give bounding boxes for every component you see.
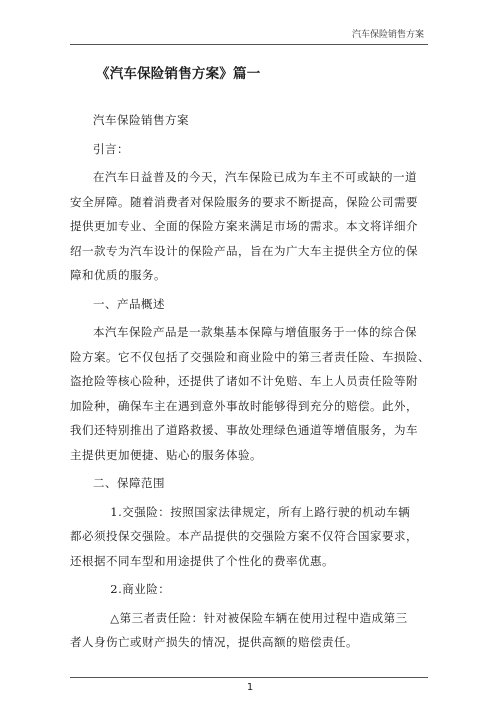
footer-rule — [70, 677, 428, 678]
section-heading-coverage: 二、保障范围 — [93, 476, 165, 490]
coverage-item-2-heading: 2.商业险： — [110, 582, 171, 596]
paragraph-line: 主提供更加便捷、贴心的服务体验。 — [70, 447, 262, 462]
paragraph-line: 障和优质的服务。 — [70, 268, 166, 282]
paragraph-line: 还根据不同车型和用途提供了个性化的费率优惠。 — [70, 553, 334, 568]
paragraph-line: 安全屏障。随着消费者对保险服务的要求不断提高，保险公司需要 — [70, 194, 418, 209]
document-body — [70, 64, 440, 659]
paragraph-line: 盗抢险等核心险种，还提供了诸如不计免赔、车上人员责任险等附 — [70, 374, 418, 388]
paragraph-line: 1.交强险：按照国家法律规定，所有上路行驶的机动车辆 — [110, 504, 411, 519]
page-header: 汽车保险销售方案 — [351, 30, 424, 40]
paragraph-line: 本汽车保险产品是一款集基本保障与增值服务于一体的综合保 — [93, 325, 417, 339]
paragraph-line: 提供更加专业、全面的保险方案来满足市场的需求。本文将详细介 — [70, 219, 418, 233]
header-rule — [70, 44, 428, 45]
paragraph-line: 都必须投保交强险。本产品提供的交强险方案不仅符合国家要求， — [70, 529, 418, 543]
coverage-item-1 — [70, 500, 440, 574]
coverage-item-2-sub — [70, 606, 440, 655]
paragraph-line: 者人身伤亡或财产损失的情况，提供高额的赔偿责任。 — [70, 635, 358, 649]
intro-label: 引言： — [93, 141, 129, 156]
paragraph-line: 在汽车日益普及的今天，汽车保险已成为车主不可或缺的一道 — [93, 170, 417, 184]
paragraph-line: 我们还特别推出了道路救援、事故处理绿色通道等增值服务，为车 — [70, 423, 418, 437]
overview-paragraph — [70, 320, 440, 467]
page-number: 1 — [246, 682, 254, 693]
paragraph-line: 险方案。它不仅包括了交强险和商业险中的第三者责任险、车损险、 — [70, 349, 430, 364]
paragraph-line: 加险种，确保车主在遇到意外事故时能够得到充分的赔偿。此外， — [70, 398, 418, 413]
document-subtitle: 汽车保险销售方案 — [93, 113, 189, 127]
document-title: 《汽车保险销售方案》篇一 — [96, 66, 261, 82]
paragraph-line: 绍一款专为汽车设计的保险产品，旨在为广大车主提供全方位的保 — [70, 243, 418, 258]
paragraph-line: △第三者责任险：针对被保险车辆在使用过程中造成第三 — [110, 610, 408, 625]
section-heading-overview: 一、产品概述 — [93, 296, 165, 311]
intro-paragraph — [70, 165, 440, 288]
